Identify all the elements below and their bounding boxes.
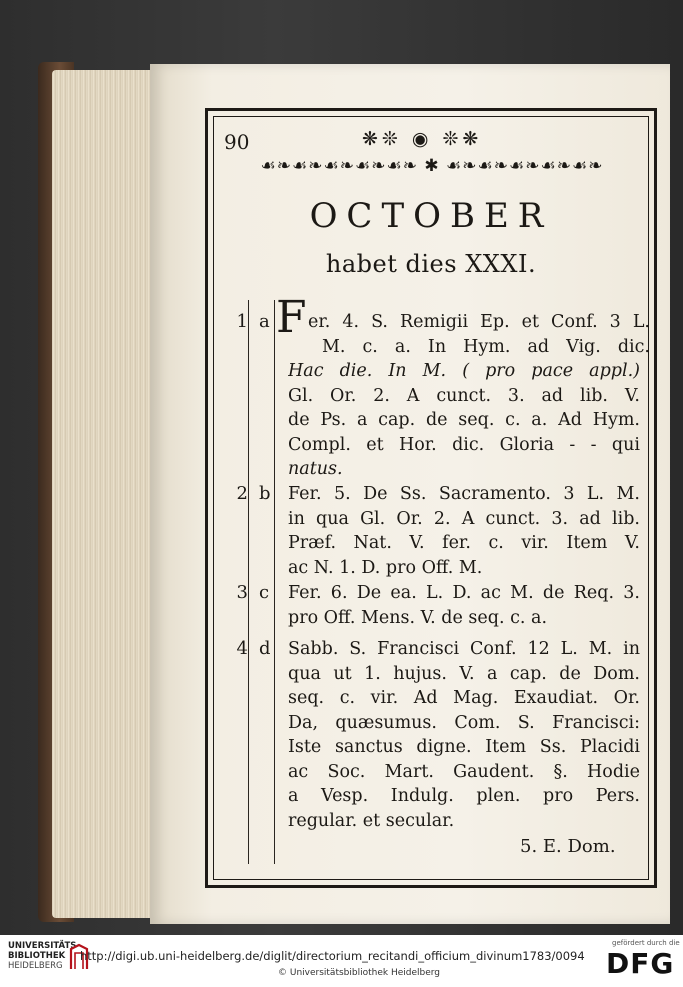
entry-line: Compl. et Hor. dic. Gloria - - qui [288,434,640,455]
entry-line: er. 4. S. Remigii Ep. et Conf. 3 L. [308,312,650,332]
dfg-caption: gefördert durch die [612,939,680,947]
entry-day-number: 3 [236,582,248,603]
entry-line: Fer. 6. De ea. L. D. ac M. de Req. 3. [288,583,640,603]
entry-text [288,637,640,833]
entry-line: M. c. a. In Hym. ad Vig. dic. [322,336,650,357]
entry-text [308,310,650,359]
entry-line: Gl. Or. 2. A cunct. 3. ad lib. V. [288,385,640,406]
library-name-line3: HEIDELBERG [8,961,63,971]
entry-line: ac N. 1. D. pro Off. M. [288,557,483,578]
library-name-line1: UNIVERSITÄTS- [8,941,80,951]
page-number: 90 [224,130,250,154]
page-edges [52,70,152,918]
entry-line: regular. et secular. [288,810,455,831]
column-rule-day [248,300,249,864]
entry-text [288,581,640,630]
entry-line: Præf. Nat. V. fer. c. vir. Item V. [288,533,640,553]
entry-line: pro Off. Mens. V. de seq. c. a. [288,607,548,628]
catchword: 5. E. Dom. [520,836,616,857]
entry-line: Iste sanctus digne. Item Ss. Placidi [288,737,640,757]
ornament-top: ❋❊ ◉ ❊❋ [362,128,483,150]
entry-line: in qua Gl. Or. 2. A cunct. 3. ad lib. [288,508,640,529]
entry-line: Da, quæsumus. Com. S. Francisci: [288,712,640,733]
ornament-band: ☙❧☙❧☙❧☙❧☙❧ ✱ ☙❧☙❧☙❧☙❧☙❧ [260,156,604,176]
entry-line: de Ps. a cap. de seq. c. a. Ad Hym. [288,410,640,430]
entry-line: Hac die. In M. ( pro pace appl.) [288,361,640,381]
days-line: habet dies XXXI. [325,250,537,278]
entry-line: a Vesp. Indulg. plen. pro Pers. [288,786,640,806]
dfg-logo: DFG [606,947,675,980]
entry-dominical-letter: d [259,638,271,659]
entry-line: ac Soc. Mart. Gaudent. §. Hodie [288,761,640,782]
entry-day-number: 2 [236,483,248,504]
entry-dominical-letter: a [259,311,270,332]
entry-dominical-letter: c [259,582,270,603]
entry-line: Sabb. S. Francisci Conf. 12 L. M. in [288,639,640,659]
entry-text [288,482,640,580]
month-title: OCTOBER [309,196,553,236]
entry-line: Fer. 5. De Ss. Sacramento. 3 L. M. [288,484,640,504]
entry-text-continued [288,359,640,482]
copyright-notice: © Universitätsbibliothek Heidelberg [278,968,441,978]
entry-dominical-letter: b [259,483,271,504]
entry-line: natus. [288,459,343,479]
entry-line: seq. c. vir. Ad Mag. Exaudiat. Or. [288,688,640,708]
entry-line: qua ut 1. hujus. V. a cap. de Dom. [288,663,640,684]
entry-day-number: 4 [236,638,248,659]
drop-initial: F [276,292,307,343]
footer-bar [0,935,683,987]
entry-day-number: 1 [236,311,248,332]
permalink-url[interactable]: http://digi.ub.uni-heidelberg.de/diglit/directorium_recitandi_officium_divinum1783/0094 [80,949,585,963]
library-name-line2: BIBLIOTHEK [8,951,66,961]
